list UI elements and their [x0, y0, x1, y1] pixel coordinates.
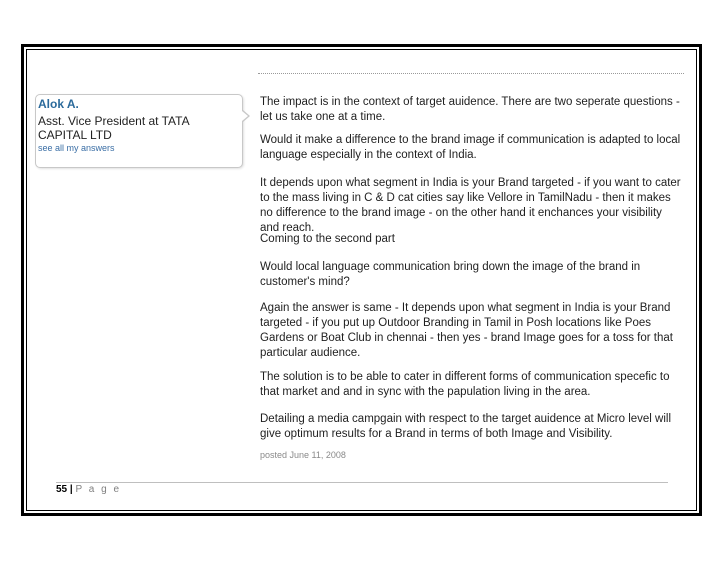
answer-paragraph: Would local language communication bring down the image of the brand in customer's mind? — [260, 261, 641, 288]
answer-paragraph: Coming to the second part — [260, 233, 395, 245]
card-pointer-fill — [242, 111, 248, 121]
page-separator: | — [69, 484, 73, 495]
answer-paragraph: The impact is in the context of target auidence. There are two seperate questions - let us take one at a time. — [260, 96, 680, 123]
profile-title: Asst. Vice President at TATA CAPITAL LTD — [38, 114, 189, 142]
footer-divider — [56, 482, 668, 483]
answer-paragraph: Again the answer is same - It depends upon what segment in India is your Brand targeted - if you put up Outdoor Branding in Tamil in Posh locations like Poes Gardens or Boat Club in chennai - then yes - brand Image goes for a toss for that particular audience. — [260, 302, 673, 359]
dotted-divider — [258, 73, 684, 74]
answer-paragraph: The solution is to be able to cater in different forms of communication specefic to that market and and in sync with the papulation living in the area. — [260, 371, 670, 398]
answer-paragraph: It depends upon what segment in India is your Brand targeted - if you want to cater to the mass living in C & D cat cities say like Vellore in TamilNadu - then it makes no difference to the brand image - on the other hand it enchances your visibility and reach. — [260, 177, 681, 234]
answer-paragraph: Detailing a media campgain with respect to the target auidence at Micro level will give optimum results for a Brand in terms of both Image and Visibility. — [260, 413, 672, 440]
page-number: 55 — [56, 484, 68, 495]
posted-date: posted June 11, 2008 — [260, 450, 346, 460]
see-all-answers-link[interactable]: see all my answers — [38, 143, 115, 153]
answer-paragraph: Would it make a difference to the brand image if communication is adapted to local language especially in the context of India. — [260, 134, 681, 161]
page-label: P a g e — [75, 484, 122, 495]
page-footer — [56, 484, 121, 495]
profile-name[interactable]: Alok A. — [38, 97, 79, 111]
